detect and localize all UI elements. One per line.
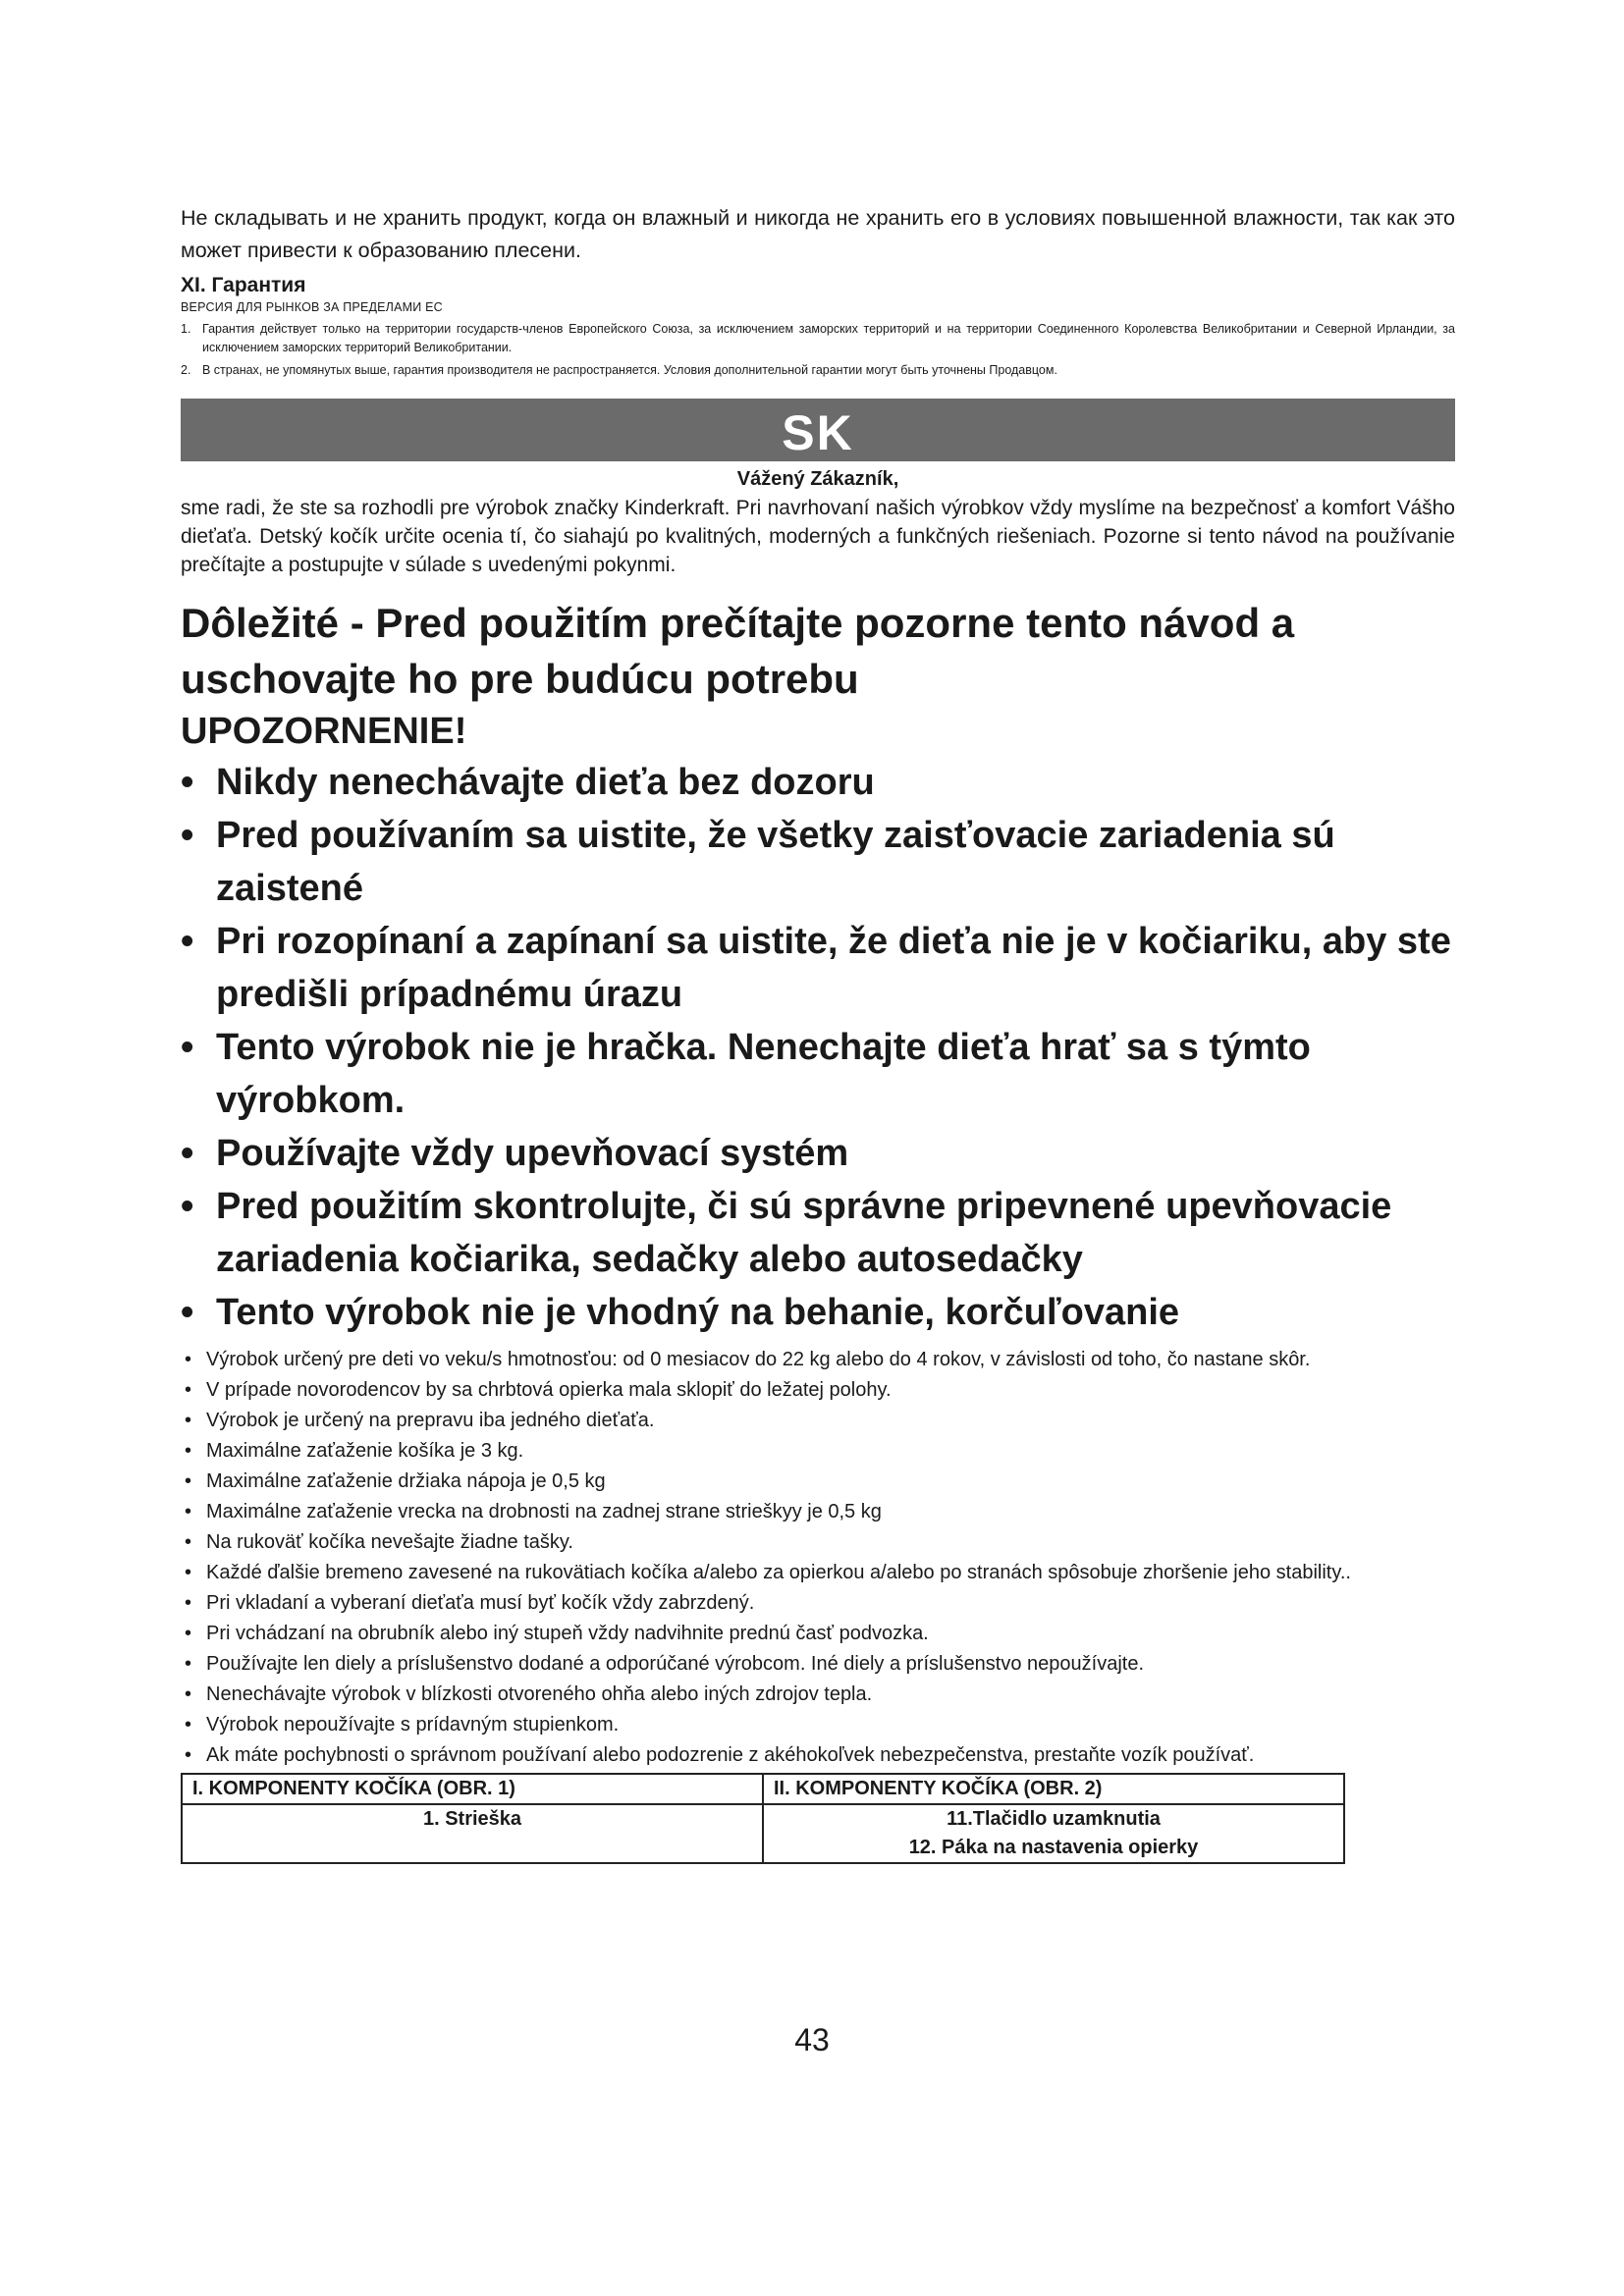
big-warning-item: • Tento výrobok nie je hračka. Nenechajte dieťa hrať sa s týmto výrobkom. (181, 1021, 1455, 1127)
components-header-2: II. KOMPONENTY KOČÍKA (OBR. 2) (763, 1774, 1344, 1804)
small-warning-item: • Výrobok je určený na prepravu iba jedného dieťaťa. (181, 1408, 1455, 1433)
big-warning-item: • Pred používaním sa uistite, že všetky zaisťovacie zariadenia sú zaistené (181, 809, 1455, 915)
components-header-1: I. KOMPONENTY KOČÍKA (OBR. 1) (182, 1774, 763, 1804)
greeting-body: sme radi, že ste sa rozhodli pre výrobok značky Kinderkraft. Pri navrhovaní našich výrobkov vždy myslíme na bezpečnosť a komfort Vášho dieťaťa. Detský kočík určite ocenia tí, čo siahajú po kvalitných, moderných a funkčných riešeniach. Pozorne si tento návod na používanie prečítajte a postupujte v súlade s uvedenými pokynmi. (181, 497, 1455, 576)
important-notice: Dôležité - Pred použitím prečítajte pozorne tento návod a uschovajte ho pre budúcu potrebu (181, 600, 1295, 702)
small-warning-item: • Pri vkladaní a vyberaní dieťaťa musí byť kočík vždy zabrzdený. (181, 1590, 1455, 1616)
greeting-title: Vážený Zákazník, (736, 468, 899, 490)
big-warning-item: • Používajte vždy upevňovací systém (181, 1127, 1455, 1180)
warning-title: UPOZORNENIE! (181, 711, 467, 752)
components-table (181, 1773, 1345, 1864)
small-warning-item: • Nenechávajte výrobok v blízkosti otvoreného ohňa alebo iných zdrojov tepla. (181, 1682, 1455, 1707)
small-warning-item: • Maximálne zaťaženie košíka je 3 kg. (181, 1438, 1455, 1464)
small-warning-item: • Na rukoväť kočíka nevešajte žiadne tašky. (181, 1529, 1455, 1555)
big-warnings-list (181, 756, 1455, 1339)
small-warning-item: • Maximálne zaťaženie vrecka na drobnosti na zadnej strane strieškyy je 0,5 kg (181, 1499, 1455, 1524)
small-warning-item: • Maximálne zaťaženie držiaka nápoja je 0,5 kg (181, 1468, 1455, 1494)
components-col1-items (182, 1804, 763, 1863)
small-warning-item: • Výrobok určený pre deti vo veku/s hmotnosťou: od 0 mesiacov do 22 kg alebo do 4 rokov, v závislosti od toho, čo nastane skôr. (181, 1347, 1455, 1372)
warranty-item: 2. В странах, не упомянутых выше, гарантия производителя не распространяется. Условия дополнительной гарантии могут быть уточнены Продавцом. (181, 363, 1057, 377)
component-item: 1. Strieška (422, 1808, 522, 1830)
page-content (181, 202, 1455, 1864)
component-item: 11.Tlačidlo uzamknutia (947, 1808, 1161, 1830)
warranty-list (181, 320, 1455, 380)
small-warning-item: • Výrobok nepoužívajte s prídavným stupienkom. (181, 1712, 1455, 1737)
warranty-item: 1. Гарантия действует только на территории государств-членов Европейского Союза, за исключением заморских территорий и на территории Соединенного Королевства Великобритании и Северной Ирландии, за исключением заморских территорий Великобритании. (181, 322, 1455, 354)
small-warning-item: • Používajte len diely a príslušenstvo dodané a odporúčané výrobcom. Iné diely a príslušenstvo nepoužívajte. (181, 1651, 1455, 1677)
big-warning-item: • Tento výrobok nie je vhodný na behanie, korčuľovanie (181, 1286, 1455, 1339)
big-warning-item: • Pri rozopínaní a zapínaní sa uistite, že dieťa nie je v kočiariku, aby ste predišli prípadnému úrazu (181, 915, 1455, 1021)
ru-intro-text: Не складывать и не хранить продукт, когда он влажный и никогда не хранить его в условиях повышенной влажности, так как это может привести к образованию плесени. (181, 206, 1455, 262)
component-item: 12. Páka na nastavenia opierky (908, 1837, 1199, 1858)
small-warning-item: • Každé ďalšie bremeno zavesené na rukovätiach kočíka a/alebo za opierkou a/alebo po stranách spôsobuje zhoršenie jeho stability.. (181, 1560, 1455, 1585)
page-number: 43 (794, 2022, 830, 2057)
small-warning-item: • Ak máte pochybnosti o správnom používaní alebo podozrenie z akéhokoľvek nebezpečenstva, prestaňte vozík používať. (181, 1742, 1455, 1768)
big-warning-item: • Pred použitím skontrolujte, či sú správne pripevnené upevňovacie zariadenia kočiarika, sedačky alebo autosedačky (181, 1180, 1455, 1286)
version-label: ВЕРСИЯ ДЛЯ РЫНКОВ ЗА ПРЕДЕЛАМИ ЕС (181, 300, 443, 314)
small-warning-item: • Pri vchádzaní na obrubník alebo iný stupeň vždy nadvihnite prednú časť podvozka. (181, 1621, 1455, 1646)
small-warnings-list (181, 1347, 1455, 1768)
language-banner-sk: SK (181, 399, 1455, 461)
small-warning-item: • V prípade novorodencov by sa chrbtová opierka mala sklopiť do ležatej polohy. (181, 1377, 1455, 1403)
big-warning-item: • Nikdy nenechávajte dieťa bez dozoru (181, 756, 1455, 809)
components-col2-items (763, 1804, 1344, 1863)
warranty-heading: XI. Гарантия (181, 274, 306, 296)
